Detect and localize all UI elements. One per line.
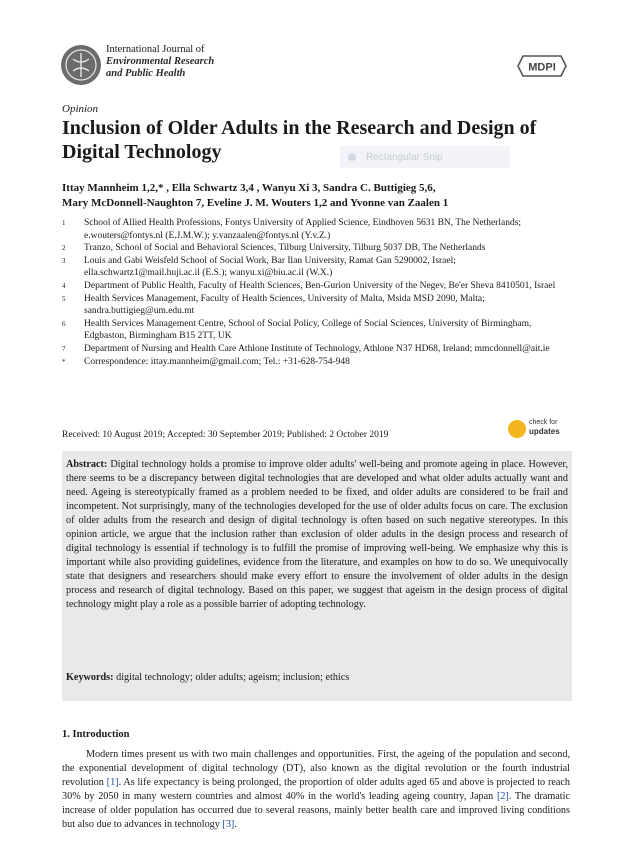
abstract [66,458,568,612]
affiliation-item: 5 Health Services Management, Faculty of Health Sciences, University of Malta, Msida MSD 2090, Malta; sandra.buttigieg@um.edu.mt [62,293,485,317]
citation-link[interactable]: [3] [222,819,235,830]
journal-name [106,44,214,80]
keywords [66,672,568,683]
abstract-body: Digital technology holds a promise to improve older adults' well-being and promote ageing in place. However, there seems to be a discrepancy between digital technologies that are developed and what older adults actually want and need. Ageing is stereotypically framed as a problem needed to be fixed, and older adults are considered to be frail and incompetent. Not surprisingly, many of the technologies developed for the use of older adults focus on care. The exclusion of older adults from the research and design of digital technology is often based on such negative stereotypes. In this opinion article, we argue that the inclusion rather than exclusion of older adults in the design process and research of digital technology is essential if technology is to fulfill the promise of improving well-being. We emphasize why this is important while also providing guidelines, evidence from the literature, and examples on how to do so. We unequivocally state that designers and researchers should make every effort to ensure the involvement of older adults in the design process and research of digital technology. Based on this paper, we suggest that ageism in the design process of digital technology might play a role as a possible barrier of adopting technology. [66,459,568,610]
affiliation-item: 1 School of Allied Health Professions, Fontys University of Applied Science, Eindhoven 5631 BN, The Netherlands; e.wouters@fontys.nl (E.J.M.W.); y.vanzaalen@fontys.nl (Y.v.Z.) [62,218,522,241]
article-title: Inclusion of Older Adults in the Research and Design of Digital Technology [62,117,537,163]
journal-line-1: International Journal of [106,44,205,55]
check-updates-icon [508,420,526,438]
affiliation-item: 6 Health Services Management Centre, School of Social Policy, College of Social Sciences, University of Birmingham, Edgbaston, Birmingham B15 2TT, UK [62,318,532,342]
snip-icon [348,153,356,161]
mdpi-logo-icon [517,54,567,78]
affiliation-item: 4 Department of Public Health, Faculty of Health Sciences, Ben-Gurion University of the Negev, Be'er Sheva 8410501, Israel [62,280,556,291]
section-heading: 1. Introduction [62,729,130,740]
check-for-updates-button[interactable] [508,418,568,442]
journal-line-3: and Public Health [106,68,186,79]
citation-link[interactable]: [1] [106,777,119,788]
abstract-label: Abstract: [66,459,108,470]
journal-logo-icon [60,44,102,86]
affiliation-item: 3 Louis and Gabi Weisfeld School of Social Work, Bar Ilan University, Ramat Gan 5290002, Israel; ella.schwartz1@mail.huji.ac.il (E.S.); wanyu.xi@biu.ac.il (W.X.) [62,255,456,279]
affiliation-item: 7 Department of Nursing and Health Care Athlone Institute of Technology, Athlone N37 HD68, Ireland; mmcdonnell@ait.ie [62,343,550,354]
keywords-label: Keywords: [66,672,114,683]
mdpi-text: MDPI [528,61,556,74]
snip-label: Rectangular Snip [366,151,443,163]
authors-line-2: Mary McDonnell-Naughton 7, Eveline J. M. Wouters 1,2 and Yvonne van Zaalen 1 [62,197,449,209]
authors-line-1: Ittay Mannheim 1,2,* , Ella Schwartz 3,4 , Wanyu Xi 3, Sandra C. Buttigieg 5,6, [62,182,436,194]
journal-line-2: Environmental Research [106,56,215,67]
check-updates-line-2: updates [529,427,560,436]
intro-paragraph: Modern times present us with two main challenges and opportunities. First, the ageing of the population and second, the exponential development of digital technology (DT), also known as the digital revolution or the fourth industrial revolution [1]. As life expectancy is being prolonged, the proportion of older adults aged 65 and above is projected to reach 30% by 2050 in many western countries and almost 40% in the world's leading ageing country, Japan [2]. The dramatic increase of older population has occurred due to several reasons, mainly better health care and improved living conditions but also due to advances in technology [3]. [62,749,570,830]
publication-dates: Received: 10 August 2019; Accepted: 30 September 2019; Published: 2 October 2019 [62,430,389,440]
affiliation-item: * Correspondence: ittay.mannheim@gmail.com; Tel.: +31-628-754-948 [62,356,350,367]
citation-link[interactable]: [2] [496,791,509,802]
article-type: Opinion [62,103,99,115]
affiliations [62,217,572,368]
author-list [62,181,582,211]
rectangular-snip-overlay[interactable] [340,146,510,168]
check-updates-line-1: check for [529,419,558,426]
affiliation-item: 2 Tranzo, School of Social and Behavioral Sciences, Tilburg University, Tilburg 5037 DB, The Netherlands [62,243,486,254]
keywords-body: digital technology; older adults; ageism; inclusion; ethics [116,672,350,683]
